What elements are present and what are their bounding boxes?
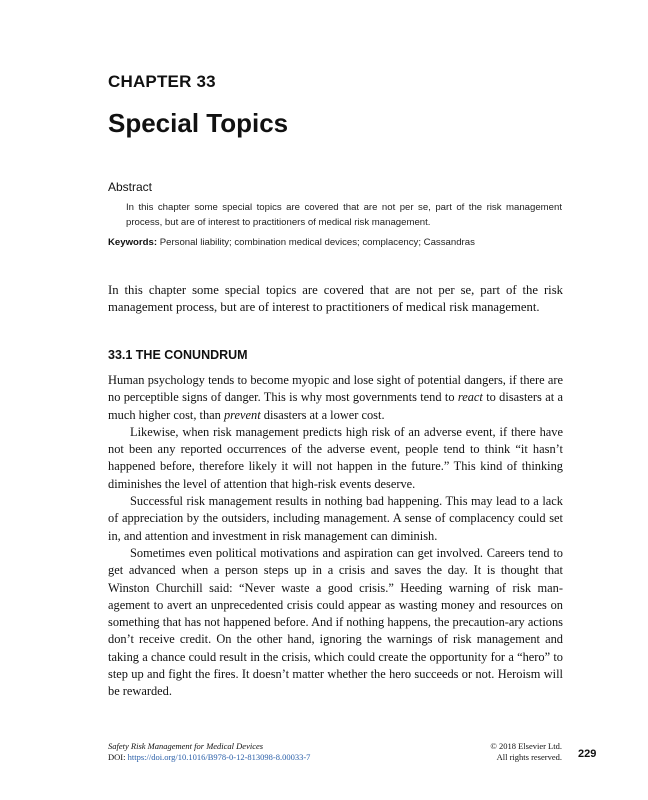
abstract-heading: Abstract bbox=[108, 180, 153, 194]
intro-paragraph: In this chapter some special topics are covered that are not per se, part of the risk management process, but are of interest to practitioners of medical risk management. bbox=[108, 283, 563, 314]
section-heading: 33.1 THE CONUNDRUM bbox=[108, 348, 248, 362]
keywords-label: Keywords: bbox=[108, 237, 158, 248]
footer-copyright bbox=[478, 741, 562, 763]
page-number: 229 bbox=[578, 748, 597, 760]
chapter-title: Special Topics bbox=[108, 108, 289, 138]
keywords-line bbox=[108, 236, 568, 249]
chapter-label: CHAPTER 33 bbox=[108, 72, 216, 91]
copyright-text: © 2018 Elsevier Ltd. bbox=[490, 741, 562, 751]
rights-text: All rights reserved. bbox=[496, 752, 562, 762]
footer-citation bbox=[108, 741, 310, 763]
section-body bbox=[108, 372, 563, 701]
footer-book-title: Safety Risk Management for Medical Devices bbox=[108, 741, 264, 751]
paragraph-4: Sometimes even political motivations and aspiration can get involved. Careers tend to get advanced when a person steps up in a crisis and saves the day. It is thought that Winston Churchill said: “Never waste a good crisis.” Heeding warning of risk man-agement to avert an unprecedented crisis could appear as wasting money and resources on something that has not happened before. And if nothing happens, the precaution-ary actions don’t receive credit. On the other hand, ignoring the warnings of risk management and taking a chance could result in the crisis, which could create the opportunity for a “hero” to step up and fight the fires. It doesn’t matter whether the hero succeeds or not. Heroism will be rewarded. bbox=[108, 545, 563, 699]
paragraph-2: Likewise, when risk management predicts high risk of an adverse event, if there have not been any reported occurrences of the adverse event, people tend to think “it hasn’t happened before, therefore likely it will not happen in the future.” This kind of thinking diminishes the level of attention that high-risk events deserve. bbox=[108, 424, 563, 491]
doi-link[interactable]: https://doi.org/10.1016/B978-0-12-813098-8.00033-7 bbox=[127, 752, 311, 762]
paragraph-1: Human psychology tends to become myopic and lose sight of potential dangers, if there are no perceptible signs of danger. This is why most governments tend to react to disasters at a much higher cost, than prevent disasters at a lower cost. bbox=[108, 373, 563, 422]
abstract-text: In this chapter some special topics are covered that are not per se, part of the risk management process, but are of interest to practitioners of medical risk management. bbox=[126, 202, 562, 228]
keywords-text: Personal liability; combination medical devices; complacency; Cassandras bbox=[159, 237, 475, 248]
paragraph-3: Successful risk management results in nothing bad happening. This may lead to a lack of appreciation by the outsiders, including management. A sense of complacency could set in, and attention and investment in risk management can diminish. bbox=[108, 494, 563, 543]
emphasis-react: react bbox=[457, 390, 483, 405]
emphasis-prevent: prevent bbox=[223, 407, 261, 422]
footer-doi: DOI: https://doi.org/10.1016/B978-0-12-813098-8.00033-7 bbox=[108, 752, 311, 762]
